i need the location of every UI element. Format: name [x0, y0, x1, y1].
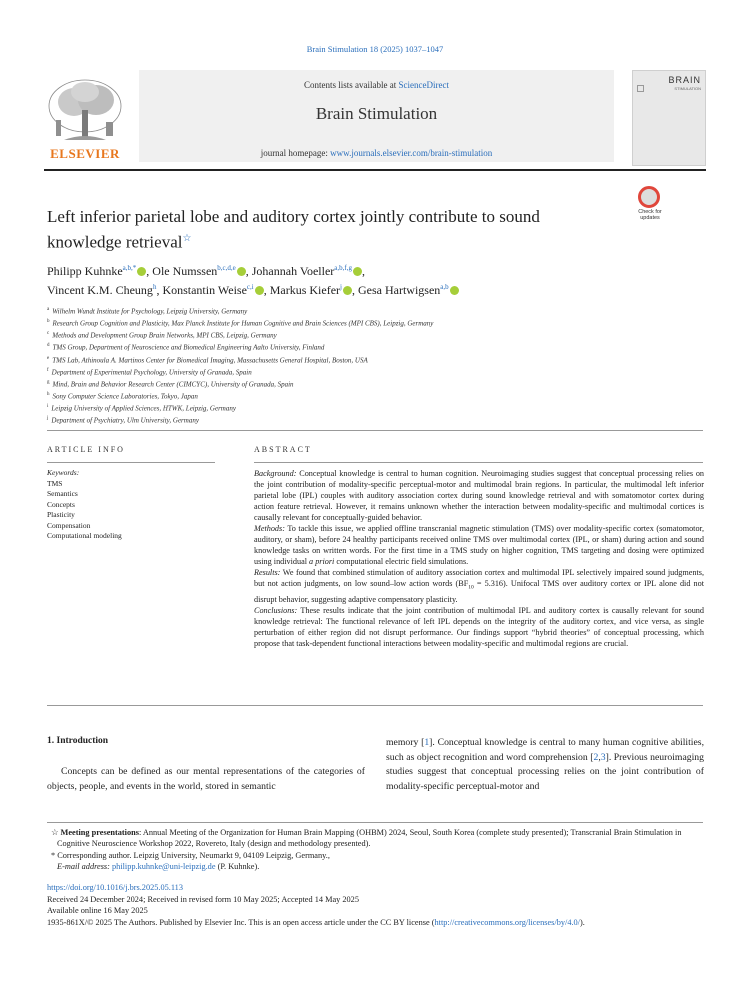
orcid-icon[interactable] [137, 267, 146, 276]
affiliation: $^h$ Sony Computer Science Laboratories, Tokyo, Japan [47, 391, 198, 401]
orcid-icon[interactable] [353, 267, 362, 276]
abstract-background: Background: Conceptual knowledge is central to human cognition. Neuroimaging studies suggest that conceptual processing relies on the joint contribution of modality-specific perceptual-motor and multimodal brain regions. In particular, the multimodal left inferior parietal lobe (IPL) couples with auditory association cortex during sound knowledge retrieval and with somatomotor cortex during action feature retrieval. However, it remains unknown whether the interaction between modality-specific and multimodal cortices is causally relevant for conceptually-guided behavior. [254, 469, 705, 523]
author-list: Philipp Kuhnke$^{a,b,*}$ , Ole Numssen$^{b,c,d,e}$ , Johannah Voeller$^{a,b,f,g}$ , Vincent K.M. Cheung$^h$, Konstantin Weise$^{c,i}$ , Markus Kiefer$^j$ , Gesa Hartwigsen$^{a,b}$ [47, 262, 667, 300]
author[interactable]: Ole Numssen [152, 264, 218, 278]
affiliation: $^e$ TMS Lab, Athinoula A. Martinos Center for Biomedical Imaging, Massachusetts General Hospital, Boston, USA [47, 355, 368, 364]
author-affiliation-marks[interactable]: b,c,d,e [217, 264, 236, 272]
citation-link[interactable]: 1 [424, 737, 430, 748]
journal-reference-link[interactable]: Brain Stimulation 18 (2025) 1037–1047 [306, 44, 444, 54]
author-affiliation-marks[interactable]: a,b,f,g [334, 264, 352, 272]
citation-link[interactable]: 2 [593, 751, 599, 763]
author[interactable]: Konstantin Weise [162, 283, 247, 297]
title-footnote-mark[interactable]: ☆ [182, 233, 192, 244]
cover-emblem-icon [637, 85, 644, 92]
intro-right-column: memory [1]. Conceptual knowledge is central to many human cognitive abilities, such as object recognition and word comprehension [2,3]. Previous neuroimaging studies suggest that conceptual processing relies on the joint contribution of modality-specific perceptual-motor and [386, 737, 704, 792]
citation-link[interactable]: 3 [600, 751, 606, 763]
intro-left-column: Concepts can be defined as our mental representations of the categories of objects, people, and events in the world, stored in semantic [47, 766, 365, 792]
homepage-line: journal homepage: www.journals.elsevier.com/brain-stimulation [260, 148, 493, 158]
journal-name: Brain Stimulation [315, 104, 438, 123]
section-divider [47, 430, 703, 431]
author[interactable]: Johannah Voeller [251, 264, 335, 278]
keyword: Plasticity [47, 510, 75, 520]
check-updates-label: Check for updates [638, 209, 662, 221]
article-info-heading: ARTICLE INFO [47, 445, 125, 454]
available-online: Available online 16 May 2025 [47, 906, 148, 916]
orcid-icon[interactable] [450, 286, 459, 295]
check-updates-icon [638, 186, 660, 208]
masthead [44, 70, 706, 168]
abstract-body [254, 468, 704, 649]
author[interactable]: Philipp Kuhnke [47, 264, 123, 278]
author-affiliation-marks[interactable]: c,i [246, 283, 254, 291]
meeting-footnote: ☆ Meeting presentations: Annual Meeting of the Organization for Human Brain Mapping (OHBM) 2024, Seoul, South Korea (complete study presented); Transcranial Brain Stimulation in Cognitive Neuroscience Workshop 2022, Rovereto, Italy (design and methodology presented). [51, 828, 682, 849]
journal-homepage-link[interactable]: www.journals.elsevier.com/brain-stimulation [330, 148, 493, 158]
author-affiliation-marks[interactable]: j [340, 283, 342, 291]
abstract-results: Results: We found that combined stimulation of auditory association cortex and multimodal IPL selectively impaired sound judgments, but not action judgments, on low sound–low action words $(BF_{10} = 5.316)$. Unifocal TMS over auditory cortex or IPL alone did not disrupt behavior, suggesting adaptive compensatory plasticity. [254, 568, 704, 605]
doi-link[interactable]: https://doi.org/10.1016/j.brs.2025.05.113 [47, 883, 183, 892]
article-title: Left inferior parietal lobe and auditory cortex jointly contribute to sound knowledge retrieval☆ [47, 207, 540, 252]
section-divider [47, 705, 703, 706]
sciencedirect-link[interactable]: ScienceDirect [398, 80, 449, 90]
license-line: 1935-861X/© 2025 The Authors. Published by Elsevier Inc. This is an open access article under the CC BY license (http://creativecommons.org/licenses/by/4.0/). [47, 917, 585, 927]
affiliation: $^f$ Department of Experimental Psychology, University of Granada, Spain [47, 367, 252, 376]
article-info-rule [47, 462, 215, 463]
keywords-label: Keywords: [47, 468, 80, 477]
affiliation: $^j$ Department of Psychiatry, Ulm University, Germany [47, 416, 199, 425]
footnote-rule [47, 822, 703, 823]
affiliation: $^b$ Research Group Cognition and Plasticity, Max Planck Institute for Human Cognitive and Brain Sciences (MPI CBS), Leipzig, Germany [47, 319, 434, 328]
keyword: Concepts [47, 499, 75, 509]
abstract-rule [254, 462, 703, 463]
abstract-methods: Methods: To tackle this issue, we applied offline transcranial magnetic stimulation (TMS) over modality-specific cortex (somatomotor, auditory, or sham), before 24 healthy participants received online TMS over multimodal cortex (IPL, or sham) during action and sound knowledge tasks on written words. For the first time in a TMS study on higher cognition, TMS targeting and dosing were optimized using individual a priori computational electric field simulations. [254, 524, 704, 567]
masthead-divider [44, 169, 706, 171]
author-affiliation-marks[interactable]: h [152, 283, 157, 291]
author-affiliation-marks[interactable]: a,b [440, 283, 449, 291]
affiliation: $^i$ Leipzig University of Applied Sciences, HTWK, Leipzig, Germany [47, 404, 236, 413]
affiliation: $^c$ Methods and Development Group Brain Networks, MPI CBS, Leipzig, Germany [47, 331, 277, 340]
introduction-heading: 1. Introduction [47, 736, 109, 746]
masthead-banner [139, 70, 614, 162]
publisher-wordmark: ELSEVIER [50, 146, 120, 161]
footnotes [47, 822, 703, 872]
author[interactable]: Markus Kiefer [269, 283, 341, 297]
author[interactable]: Gesa Hartwigsen [357, 283, 441, 297]
license-link[interactable]: http://creativecommons.org/licenses/by/4.0/ [434, 917, 580, 927]
abstract-conclusions: Conclusions: These results indicate that the joint contribution of multimodal IPL and auditory cortex is causally relevant for sound knowledge retrieval: The functional relevance of left IPL depends on the integrity of the auditory cortex, and vice versa, as single perturbation of either region did not disrupt performance. Our findings support “hybrid theories” of conceptual processing, which propose that task-dependent functional interactions between modality-specific and multimodal regions are crucial. [254, 606, 704, 649]
affiliation: $^g$ Mind, Brain and Behavior Research Center (CIMCYC), University of Granada, Spain [47, 379, 294, 389]
keyword: Compensation [47, 520, 91, 530]
cover-subtitle: STIMULATION [674, 86, 701, 91]
orcid-icon[interactable] [237, 267, 246, 276]
email-footnote: E-mail address: philipp.kuhnke@uni-leipzig.de (P. Kuhnke). [57, 861, 260, 871]
check-for-updates-badge[interactable] [632, 186, 668, 226]
keyword: Semantics [47, 489, 78, 499]
orcid-icon[interactable] [255, 286, 264, 295]
author[interactable]: Vincent K.M. Cheung [47, 283, 153, 297]
received-dates: Received 24 December 2024; Received in revised form 10 May 2025; Accepted 14 May 2025 [47, 894, 359, 904]
keywords-block [47, 468, 217, 542]
publication-info [47, 882, 703, 928]
author-affiliation-marks[interactable]: a,b,* [122, 264, 137, 272]
abstract-heading: ABSTRACT [254, 445, 312, 454]
keyword: TMS [47, 478, 63, 488]
contents-line: Contents lists available at ScienceDirect [304, 80, 449, 90]
affiliation: $^a$ Wilhelm Wundt Institute for Psychology, Leipzig University, Germany [47, 307, 248, 316]
corresponding-footnote: * Corresponding author. Leipzig University, Neumarkt 9, 04109 Leipzig, Germany., [51, 850, 330, 860]
cover-title: BRAIN [668, 75, 701, 85]
journal-cover-thumbnail[interactable] [632, 70, 706, 166]
orcid-icon[interactable] [343, 286, 352, 295]
affiliation: $^d$ TMS Group, Department of Neuroscience and Biomedical Engineering Aalto University, Finland [47, 343, 325, 352]
affiliation-list [47, 305, 687, 426]
keyword: Computational modeling [47, 531, 122, 541]
author-email-link[interactable]: philipp.kuhnke@uni-leipzig.de [112, 861, 216, 871]
